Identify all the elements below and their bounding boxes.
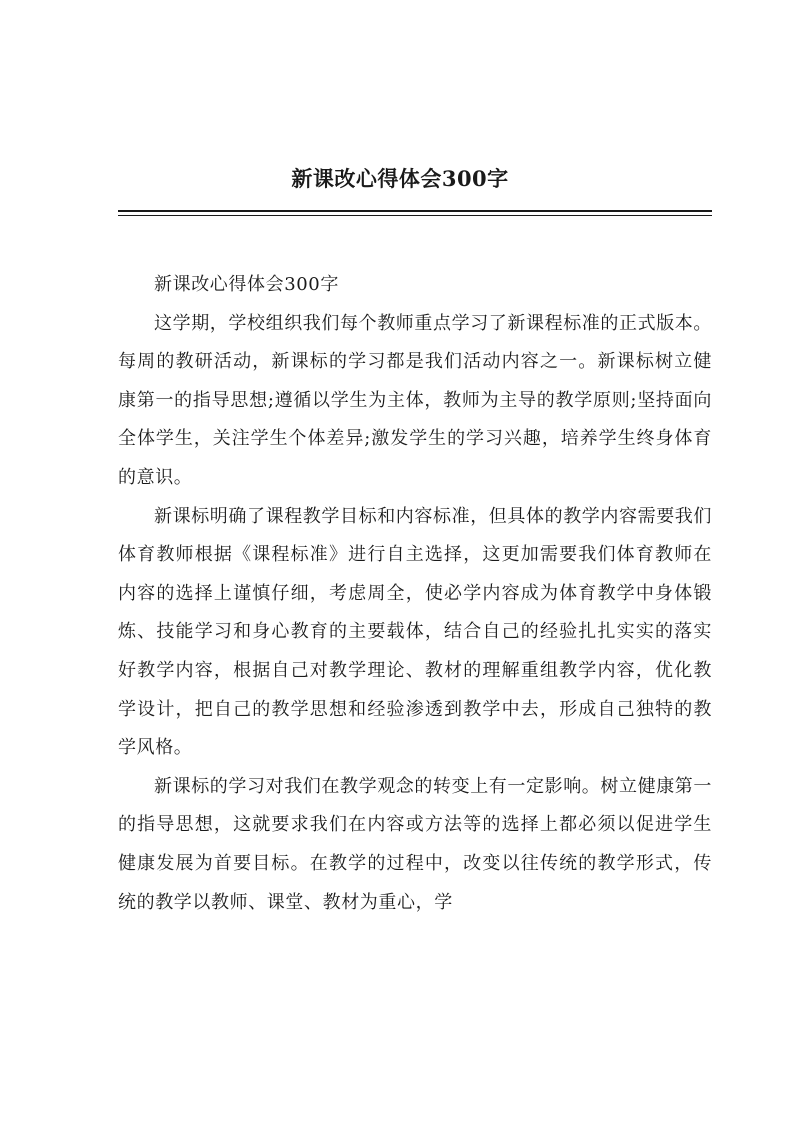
document-title: 新课改心得体会300字 [291,166,509,191]
paragraph-1: 这学期，学校组织我们每个教师重点学习了新课程标准的正式版本。每周的教研活动，新课标的学习都是我们活动内容之一。新课标树立健康第一的指导思想;遵循以学生为主体，教师为主导的教学原则;坚持面向全体学生，关注学生个体差异;激发学生的学习兴趣，培养学生终身体育的意识。 [118,312,712,488]
paragraph-heading: 新课改心得体会300字 [154,274,339,295]
document-body [118,266,712,922]
title-rule-thick [118,210,712,212]
paragraph-2: 新课标明确了课程教学目标和内容标准，但具体的教学内容需要我们体育教师根据《课程标准》进行自主选择，这更加需要我们体育教师在内容的选择上谨慎仔细，考虑周全，使必学内容成为体育教学中身体锻炼、技能学习和身心教育的主要载体，结合自己的经验扎扎实实的落实好教学内容，根据自己对教学理论、教材的理解重组教学内容，优化教学设计，把自己的教学思想和经验渗透到教学中去，形成自己独特的教学风格。 [118,505,712,759]
title-rule-thin [118,215,712,216]
paragraph-3: 新课标的学习对我们在教学观念的转变上有一定影响。树立健康第一的指导思想，这就要求我们在内容或方法等的选择上都必须以促进学生健康发展为首要目标。在教学的过程中，改变以往传统的教学形式，传统的教学以教师、课堂、教材为重心，学 [118,775,712,913]
